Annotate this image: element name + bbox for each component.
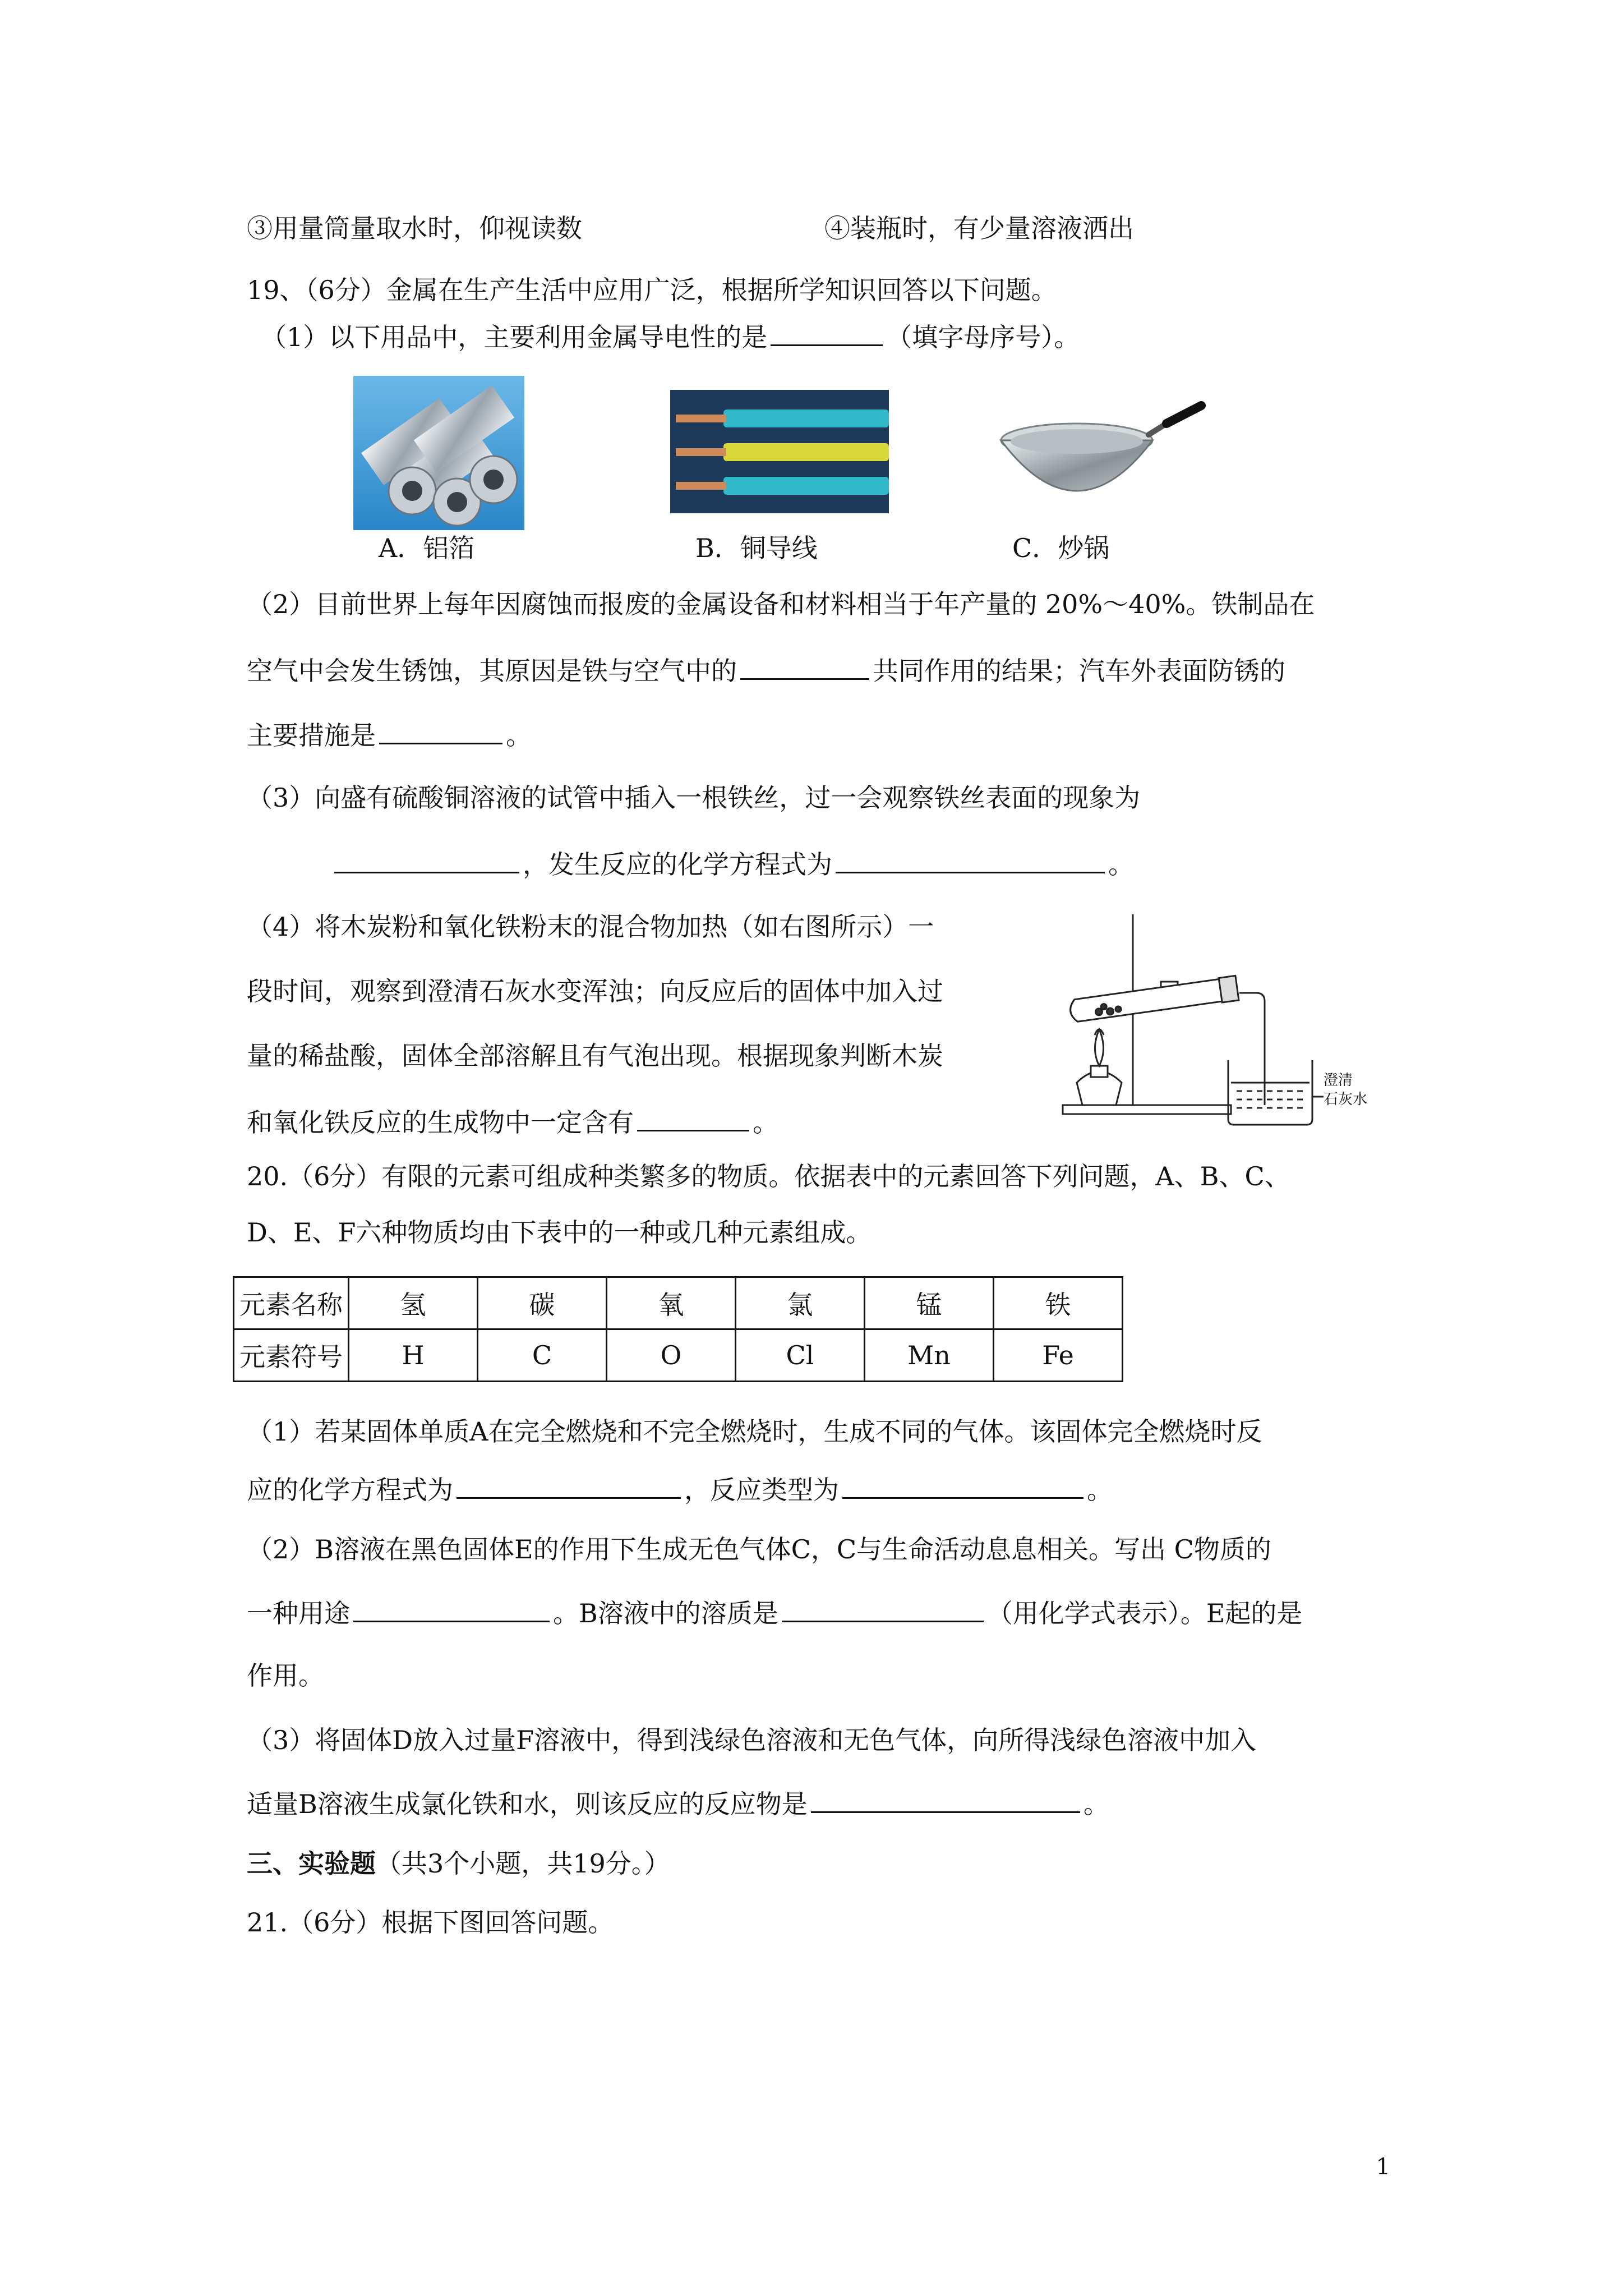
table-cell: H bbox=[349, 1329, 478, 1382]
q20-2-text: 一种用途 bbox=[247, 1598, 350, 1628]
table-cell: 铁 bbox=[994, 1277, 1123, 1329]
answer-blank[interactable] bbox=[811, 1787, 1080, 1813]
answer-blank[interactable] bbox=[740, 654, 869, 680]
question-20-2-line3: 作用。 bbox=[247, 1660, 324, 1691]
table-cell: 氯 bbox=[736, 1277, 865, 1329]
table-cell: 锰 bbox=[865, 1277, 994, 1329]
section-3-heading bbox=[247, 1848, 670, 1879]
q19-2c-end: 。 bbox=[506, 720, 532, 751]
question-19-2-line3 bbox=[247, 718, 532, 751]
q19-3-end: 。 bbox=[1108, 849, 1134, 880]
table-cell: C bbox=[478, 1329, 607, 1382]
answer-blank[interactable] bbox=[836, 847, 1105, 873]
table-cell: 元素符号 bbox=[234, 1329, 349, 1382]
section-3-title: 三、实验题 bbox=[247, 1848, 376, 1879]
table-cell: 碳 bbox=[478, 1277, 607, 1329]
q20-1-text: 应的化学方程式为 bbox=[247, 1475, 453, 1505]
answer-blank[interactable] bbox=[353, 1596, 550, 1622]
q19-1-text-end: （填字母序号）。 bbox=[886, 322, 1080, 352]
answer-blank[interactable] bbox=[637, 1105, 749, 1131]
q20-1-text-mid: ，反应类型为 bbox=[684, 1475, 839, 1505]
question-19-3-line1: （3）向盛有硫酸铜溶液的试管中插入一根铁丝，过一会观察铁丝表面的现象为 bbox=[247, 783, 1141, 813]
line-measuring: ③用量筒量取水时，仰视读数 bbox=[247, 213, 582, 243]
page-number: 1 bbox=[1376, 2154, 1390, 2180]
question-19-3-line2 bbox=[331, 847, 1134, 880]
question-19-1 bbox=[261, 320, 1080, 353]
answer-blank[interactable] bbox=[457, 1473, 681, 1499]
table-cell: Mn bbox=[865, 1329, 994, 1382]
table-row bbox=[234, 1329, 1123, 1382]
answer-blank[interactable] bbox=[379, 718, 502, 744]
question-20-3-line1: （3）将固体D放入过量F溶液中，得到浅绿色溶液和无色气体，向所得浅绿色溶液中加入 bbox=[247, 1725, 1257, 1755]
question-19-4-line2: 段时间，观察到澄清石灰水变浑浊；向反应后的固体中加入过 bbox=[247, 976, 943, 1006]
caption-foil: A．铝箔 bbox=[379, 533, 475, 563]
limewater-label-line1: 澄清 bbox=[1324, 1072, 1353, 1089]
copper-wire-image bbox=[670, 390, 889, 513]
line-bottling: ④装瓶时，有少量溶液洒出 bbox=[824, 213, 1134, 243]
section-3-note: （共3个小题，共19分。） bbox=[376, 1848, 670, 1879]
caption-wok: C．炒锅 bbox=[1012, 533, 1110, 563]
question-20-line1: 20.（6分）有限的元素可组成种类繁多的物质。依据表中的元素回答下列问题，A、B、C、 bbox=[247, 1161, 1290, 1191]
answer-blank[interactable] bbox=[771, 320, 883, 346]
table-row bbox=[234, 1277, 1123, 1329]
q20-2-text-mid: 。B溶液中的溶质是 bbox=[553, 1598, 778, 1628]
q19-2c-text: 主要措施是 bbox=[247, 720, 376, 751]
caption-wire: B．铜导线 bbox=[695, 533, 818, 563]
question-20-1-line1: （1）若某固体单质A在完全燃烧和不完全燃烧时，生成不同的气体。该固体完全燃烧时反 bbox=[247, 1416, 1262, 1447]
answer-blank[interactable] bbox=[782, 1596, 984, 1622]
heating-apparatus-diagram bbox=[1060, 903, 1374, 1128]
question-21-title: 21.（6分）根据下图回答问题。 bbox=[247, 1907, 614, 1938]
question-19-4-line3: 量的稀盐酸，固体全部溶解且有气泡出现。根据现象判断木炭 bbox=[247, 1041, 943, 1071]
limewater-label-line2: 石灰水 bbox=[1324, 1091, 1368, 1108]
question-19-4-line1: （4）将木炭粉和氧化铁粉末的混合物加热（如右图所示）一 bbox=[247, 912, 934, 942]
q19-4-text: 和氧化铁反应的生成物中一定含有 bbox=[247, 1107, 634, 1138]
table-cell: Fe bbox=[994, 1329, 1123, 1382]
element-table bbox=[233, 1276, 1123, 1382]
table-cell: 氢 bbox=[349, 1277, 478, 1329]
answer-blank[interactable] bbox=[334, 847, 519, 873]
table-cell: 氧 bbox=[607, 1277, 736, 1329]
question-20-2-line2 bbox=[247, 1596, 1302, 1629]
question-19-title: 19、（6分）金属在生产生活中应用广泛，根据所学知识回答以下问题。 bbox=[247, 275, 1057, 305]
q20-1-end: 。 bbox=[1087, 1475, 1113, 1505]
question-19-2-line1: （2）目前世界上每年因腐蚀而报废的金属设备和材料相当于年产量的 20%～40%。铁制品在 bbox=[247, 589, 1315, 619]
q19-2-text: 空气中会发生锈蚀，其原因是铁与空气中的 bbox=[247, 656, 737, 686]
q20-2-text-end: （用化学式表示）。E起的是 bbox=[986, 1598, 1303, 1628]
question-19-4-line4 bbox=[247, 1105, 778, 1138]
q19-3-text: ，发生反应的化学方程式为 bbox=[523, 849, 832, 880]
question-20-3-line2 bbox=[247, 1787, 1109, 1820]
q20-3-text: 适量B溶液生成氯化铁和水，则该反应的反应物是 bbox=[247, 1789, 808, 1819]
aluminum-foil-image bbox=[353, 376, 524, 530]
limewater-label bbox=[1324, 1071, 1367, 1110]
wok-image bbox=[998, 401, 1206, 510]
q19-2-text-end: 共同作用的结果；汽车外表面防锈的 bbox=[873, 656, 1285, 686]
table-cell: O bbox=[607, 1329, 736, 1382]
question-20-1-line2 bbox=[247, 1473, 1113, 1506]
q19-4-end: 。 bbox=[753, 1107, 778, 1138]
question-19-2-line2 bbox=[247, 654, 1285, 687]
question-20-2-line1: （2）B溶液在黑色固体E的作用下生成无色气体C，C与生命活动息息相关。写出 C物质的 bbox=[247, 1534, 1271, 1565]
q19-1-text: （1）以下用品中，主要利用金属导电性的是 bbox=[261, 322, 768, 352]
table-cell: Cl bbox=[736, 1329, 865, 1382]
table-cell: 元素名称 bbox=[234, 1277, 349, 1329]
q20-3-end: 。 bbox=[1083, 1789, 1109, 1819]
answer-blank[interactable] bbox=[842, 1473, 1083, 1499]
question-20-line2: D、E、F六种物质均由下表中的一种或几种元素组成。 bbox=[247, 1217, 872, 1248]
